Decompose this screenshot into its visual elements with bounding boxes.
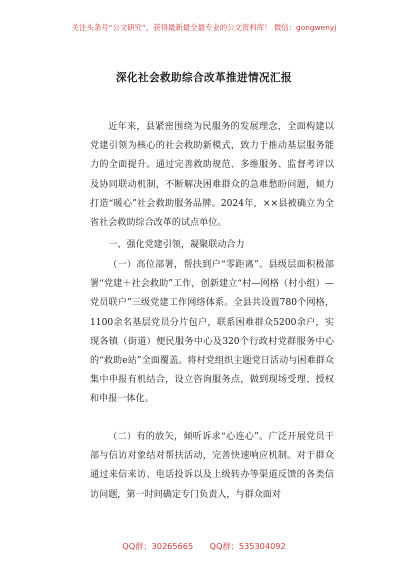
footer-contact: QQ群：30265665 QQ群：535304092 bbox=[122, 541, 286, 551]
body-paragraph-1: （一）高位部署，帮扶到户“零距离”。县级层面积极部署“党建＋社会救助”工作，创新建立“村—网格（村小组）—党员联户”三级党建工作网络体系。全县共设置780个网格，1100余名基层党员分片包户，联系困难群众5200余户，实现各镇（街道）便民服务中心及320个行政村党群服务中心的“救助e站”全面覆盖。将村党组织主题党日活动与困难群众集中申报有机结合，设立咨询服务点，做到现场受理、授权和申报一体化。 bbox=[90, 260, 334, 405]
section-heading: 一、强化党建引领，凝聚联动合力 bbox=[108, 240, 245, 250]
intro-paragraph: 近年来，县紧密围绕为民服务的发展理念，全面构建以党建引领为核心的社会救助新模式，致力于推动基层服务能力的全面提升。通过完善救助规范、多维服务、监督考评以及协同联动机制，不断解决困难群众的急难愁盼问题，倾力打造“暖心”社会救助服务品牌。2024年，××县被确立为全省社会救助综合改革的试点单位。 bbox=[90, 122, 334, 229]
body-paragraph-2: （二）有的放矢，倾听诉求“心连心”。广泛开展党员干部与信访对象结对帮扶活动，完善快速响应机制。对于群众通过来信来访、电话投诉以及上级转办等渠道反馈的各类信访问题，第一时间确定专门负责人，与群众面对 bbox=[90, 432, 334, 500]
document-title: 深化社会救助综合改革推进情况汇报 bbox=[116, 72, 292, 84]
promo-banner: 关注头条号“公文研究”，获得最新最全最专业的公文资料库！ 微信：gongwenyj bbox=[71, 23, 337, 32]
